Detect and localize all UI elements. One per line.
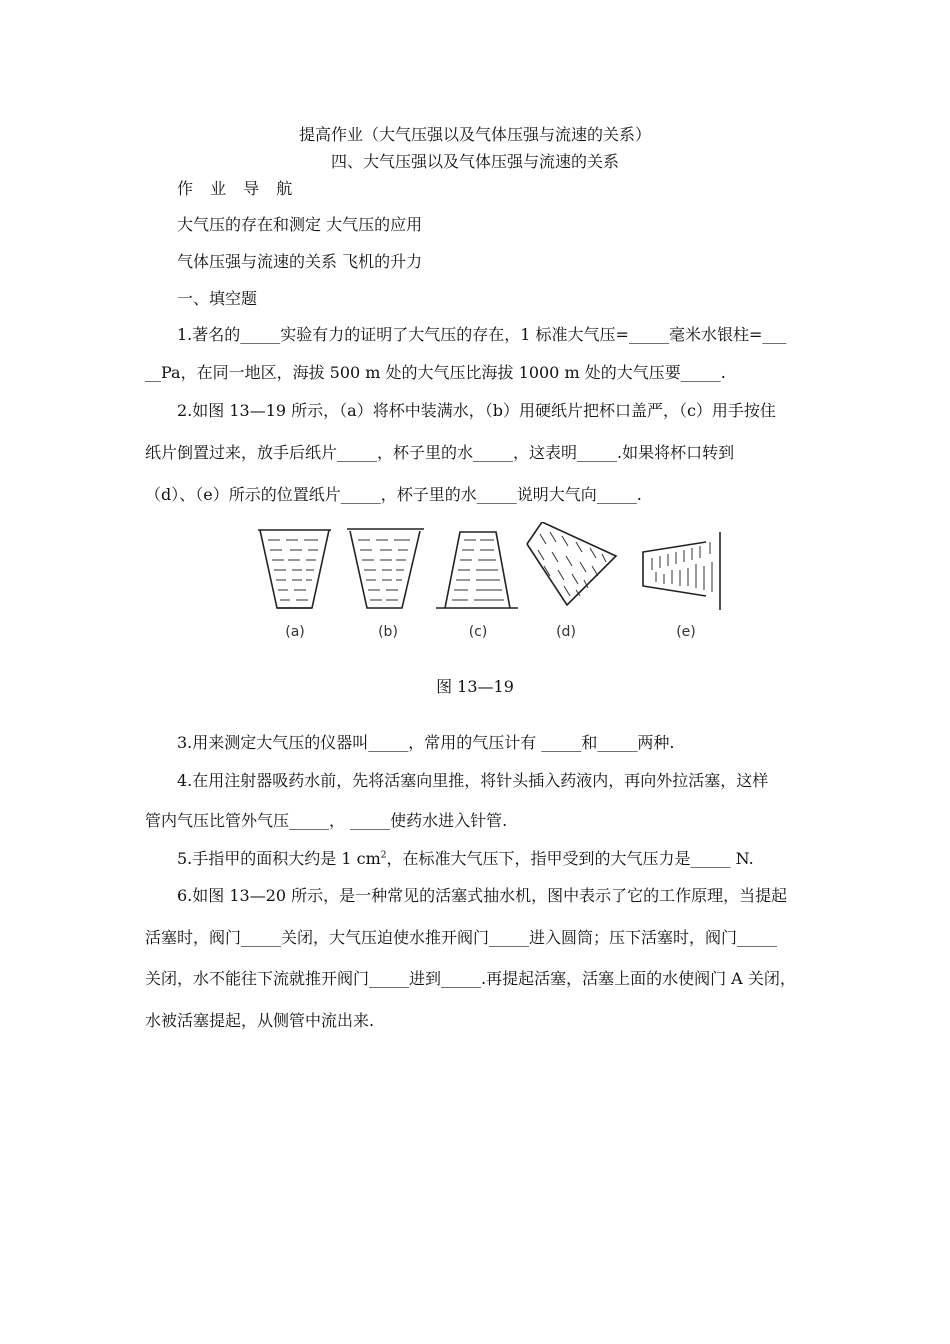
question-5-superscript: 2: [380, 850, 387, 861]
question-2-line-1: 2.如图 13—19 所示，（a）将杯中装满水，（b）用硬纸片把杯口盖严，（c）用手按住: [177, 401, 776, 420]
figure-label-b: (b): [378, 624, 398, 640]
figure-label-e: (e): [676, 624, 696, 640]
figure-label-a: (a): [285, 624, 305, 640]
cup-a-drawing: [258, 530, 331, 608]
guide-topic-2: 气体压强与流速的关系 飞机的升力: [177, 252, 423, 271]
question-6-line-4: 水被活塞提起，从侧管中流出来.: [145, 1011, 375, 1030]
cup-b-drawing: [347, 529, 424, 608]
figure-label-c: (c): [468, 624, 488, 640]
question-6-line-1: 6.如图 13—20 所示，是一种常见的活塞式抽水机，图中表示了它的工作原理，当提起: [177, 886, 788, 905]
figure-label-d: (d): [556, 624, 576, 640]
question-5-line-1: [177, 848, 817, 870]
question-2-line-3: （d）、（e）所示的位置纸片_____，杯子里的水_____说明大气向_____.: [145, 485, 642, 504]
figure-caption: 图 13—19: [436, 677, 514, 696]
question-6-line-2: 活塞时，阀门_____关闭，大气压迫使水推开阀门_____进入圆筒；压下活塞时，阀门_____: [145, 928, 778, 947]
question-4-line-2: 管内气压比管外气压_____， _____使药水进入针管.: [145, 811, 508, 830]
cup-e-drawing: [643, 532, 720, 610]
guide-heading: 作 业 导 航: [177, 179, 299, 198]
question-5-text-start: 5.手指甲的面积大约是 1 cm: [177, 849, 381, 868]
question-1-line-2: __Pa，在同一地区，海拔 500 m 处的大气压比海拔 1000 m 处的大气压要_____.: [145, 363, 726, 382]
question-5-text-end: ，在标准大气压下，指甲受到的大气压力是_____ N.: [386, 849, 754, 868]
figure-13-19: [240, 522, 740, 648]
water-hatching: [268, 532, 712, 600]
guide-topic-1: 大气压的存在和测定 大气压的应用: [177, 215, 423, 234]
question-1-line-1: 1.著名的_____实验有力的证明了大气压的存在，1 标准大气压=_____毫米水银柱=___: [177, 325, 787, 344]
question-2-line-2: 纸片倒置过来，放手后纸片_____，杯子里的水_____，这表明_____.如果将杯口转到: [145, 443, 735, 462]
question-4-line-1: 4.在用注射器吸药水前，先将活塞向里推，将针头插入药液内，再向外拉活塞，这样: [177, 771, 769, 790]
document-title: 提高作业（大气压强以及气体压强与流速的关系）: [298, 125, 651, 144]
document-subtitle: 四、大气压强以及气体压强与流速的关系: [330, 152, 619, 171]
question-6-line-3: 关闭，水不能往下流就推开阀门_____进到_____.再提起活塞，活塞上面的水使阀门 A 关闭，: [145, 969, 796, 988]
question-3-line-1: 3.用来测定大气压的仪器叫_____，常用的气压计有 _____和_____两种.: [177, 733, 675, 752]
section-heading: 一、填空题: [177, 289, 258, 308]
